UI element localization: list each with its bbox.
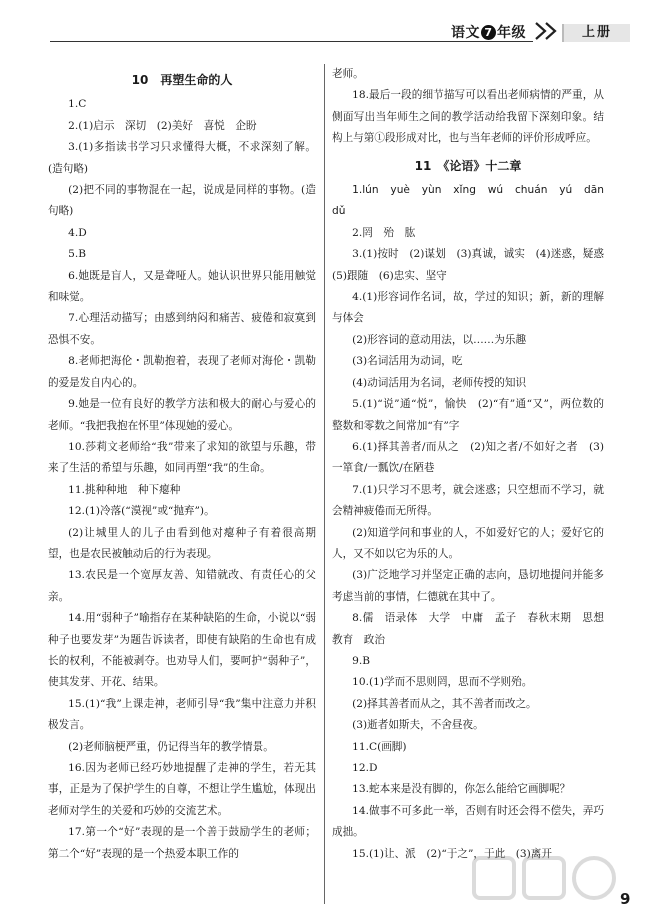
grade-suffix: 年级 [497, 25, 526, 41]
answer-item: 15.(1)让、派 (2)“于之”，于此 (3)离开 [352, 847, 552, 860]
answer-item: 5.(1)“说”通“悦”，愉快 (2)“有”通“又”，两位数的整数和零数之间常加“有”字 [332, 398, 604, 432]
answer-item: 14.用“弱种子”喻指存在某种缺陷的生命，小说以“弱种子也要发芽”为题告诉读者，即使有缺陷的生命也有成长的权利，不能被剥夺。也劝导人们，要呵护“弱种子”，使其发芽、开花、结果。 [48, 612, 316, 689]
answer-item: 2.罔 殆 肱 [352, 226, 416, 239]
right-column [332, 64, 615, 865]
answer-list [48, 94, 316, 865]
answer-item: 12.D [352, 762, 378, 774]
section-title: 11 《论语》十二章 [414, 158, 522, 173]
answer-item: 4.(1)形容词作名词，故，学过的知识；新，新的理解与体会 [332, 291, 604, 325]
answer-item: (2)形容词的意动用法，以……为乐趣 [352, 333, 527, 346]
answer-item: 7.心理活动描写；由感到纳闷和痛苦、疲倦和寂寞到恐惧不安。 [48, 312, 316, 346]
answer-item: (2)择其善者而从之，其不善者而改之。 [352, 697, 537, 710]
section-title: 10 再塑生命的人 [131, 73, 233, 87]
answer-item: (4)动词活用为名词，老师传授的知识 [352, 376, 527, 389]
answer-item: 16.因为老师已经巧妙地提醒了走神的学生，若无其事，正是为了保护学生的自尊，不想让学生尴尬，体现出老师对学生的关爱和巧妙的交流艺术。 [48, 762, 316, 817]
answer-list-continued [332, 64, 604, 150]
answer-item: 15.(1)“我”上课走神，老师引导“我”集中注意力并积极发言。 [48, 697, 316, 732]
subject-grade-title [451, 22, 526, 42]
answer-item: 12.(1)冷落(“漠视”或“抛弃”)。 [68, 505, 215, 518]
answer-item: 3.(1)按时 (2)谋划 (3)真诚，诚实 (4)迷惑，疑惑 (5)跟随 (6)忠实、坚守 [332, 248, 615, 282]
answer-item: (3)名词活用为动词，吃 [352, 355, 463, 368]
left-column [48, 64, 316, 865]
page-header [0, 0, 645, 52]
answer-item: 1.C [68, 98, 87, 111]
answer-item: 10.莎莉文老师给“我”带来了求知的欲望与乐趣，带来了生活的希望与乐趣，如同再塑“我”的生命。 [48, 440, 316, 475]
answer-item: 8.老师把海伦・凯勒抱着，表现了老师对海伦・凯勒的爱是发自内心的。 [48, 355, 316, 389]
answer-item: 4.D [68, 226, 87, 239]
watermark-logo-icon [470, 850, 620, 910]
answer-item: 9.她是一位有良好的教学方法和极大的耐心与爱心的老师。“我把我抱在怀里”体现她的爱心。 [48, 398, 316, 432]
answer-item: 3.(1)多指读书学习只求懂得大概，不求深刻了解。(造句略) [48, 141, 316, 175]
answer-item: 7.(1)只学习不思考，就会迷惑；只空想而不学习，就会精神疲倦而无所得。 [332, 483, 604, 518]
grade-number-badge: 7 [481, 25, 496, 40]
answer-item: 6.她既是盲人，又是聋哑人。她认识世界只能用触觉和味觉。 [48, 269, 316, 304]
answer-item: (2)让城里人的儿子由看到他对瘪种子有着很高期望，也是农民被触动后的行为表现。 [48, 526, 316, 560]
double-chevron-icon [533, 20, 561, 42]
column-divider [324, 64, 325, 904]
answer-item: 18.最后一段的细节描写可以看出老师病情的严重，从侧面写出当年师生之间的教学活动给我留下深刻印象。结构上与第①段形成对比，也与当年老师的评价形成呼应。 [332, 89, 604, 145]
answer-item: 13.农民是一个宽厚友善、知错就改、有责任心的父亲。 [48, 569, 316, 603]
answer-item: 1.lún yuè yùn xǐng wú chuán yú dān dǔ [332, 184, 615, 218]
answer-item: (2)把不同的事物混在一起，说成是同样的事物。(造句略) [48, 184, 316, 218]
answer-item: (3)逝者如斯夫，不舍昼夜。 [352, 719, 484, 732]
answer-item: 老师。 [332, 68, 364, 80]
page-number: 9 [620, 890, 631, 908]
answer-item: 10.(1)学而不思则罔，思而不学则殆。 [352, 676, 533, 689]
answer-list [332, 180, 615, 865]
subject-label: 语文 [451, 25, 480, 41]
answer-item: 8.儒 语录体 大学 中庸 孟子 春秋末期 思想 教育 政治 [332, 612, 615, 646]
answer-item: 5.B [68, 248, 87, 261]
answer-item: 6.(1)择其善者/而从之 (2)知之者/不如好之者 (3)一箪食/一瓢饮/在陋巷 [332, 440, 604, 475]
answer-item: 14.做事不可多此一举，否则有时还会得不偿失，弄巧成拙。 [332, 804, 604, 839]
answer-item: (2)知道学问和事业的人，不如爱好它的人；爱好它的人，又不如以它为乐的人。 [332, 526, 604, 560]
answer-item: (2)老师脑梗严重，仍记得当年的教学情景。 [68, 740, 274, 753]
answer-item: 9.B [352, 654, 371, 667]
answer-item: 11.挑种种地 种下瘪种 [68, 483, 181, 496]
answer-item: 17.第一个“好”表现的是一个善于鼓励学生的老师；第二个“好”表现的是一个热爱本职工作的 [48, 826, 316, 860]
answer-item: 11.C(画脚) [352, 740, 407, 753]
answer-item: 2.(1)启示 深切 (2)美好 喜悦 企盼 [68, 119, 257, 132]
volume-badge: 上册 [562, 24, 630, 42]
answer-item: (3)广泛地学习并坚定正确的志向，恳切地提问并能多考虑当前的事情，仁德就在其中了。 [332, 569, 604, 603]
answer-item: 13.蛇本来是没有脚的，你怎么能给它画脚呢？ [352, 783, 571, 796]
